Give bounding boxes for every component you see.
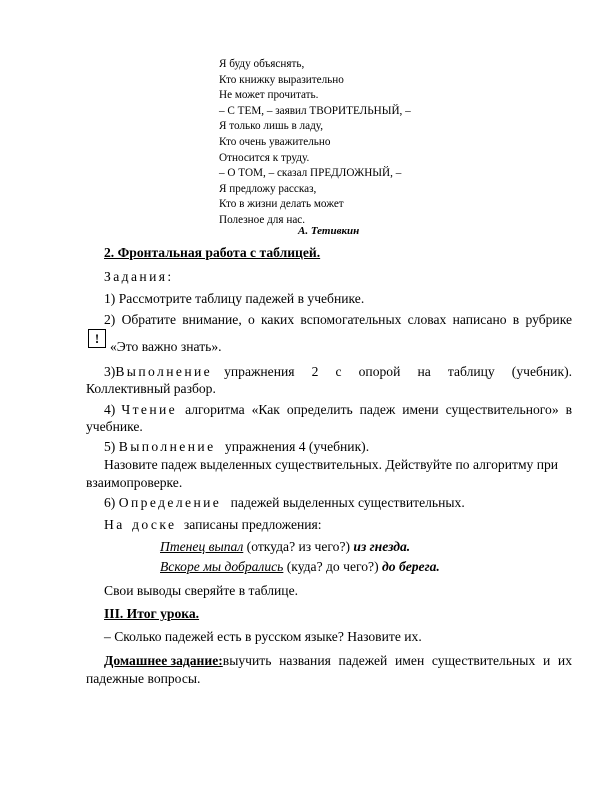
task-6-keyword: Определение xyxy=(118,495,222,510)
task-1: 1) Рассмотрите таблицу падежей в учебнике. xyxy=(104,291,365,306)
sentence-1-subject: Птенец выпал xyxy=(160,539,244,554)
board-word-1: На xyxy=(104,517,125,532)
homework-label: Домашнее задание: xyxy=(104,653,223,668)
section2-heading: 2. Фронтальная работа с таблицей. xyxy=(104,245,321,260)
poem-line: Я только лишь в ладу, xyxy=(219,120,324,133)
task-5-line-3: взаимопроверке. xyxy=(86,475,183,490)
task-6-text: падежей выделенных существительных. xyxy=(230,495,465,510)
homework-line-2: падежные вопросы. xyxy=(86,671,201,686)
homework-line-1 xyxy=(104,652,572,670)
lesson-question: – Сколько падежей есть в русском языке? Назовите их. xyxy=(104,629,422,644)
important-box-icon: ! xyxy=(88,329,106,348)
example-sentence-2 xyxy=(160,558,440,576)
poem-line: – О ТОМ, – сказал ПРЕДЛОЖНЫЙ, – xyxy=(219,167,402,180)
task-5-line-2: Назовите падеж выделенных существительных. Действуйте по алгоритму при xyxy=(104,457,559,472)
task-4-line-2: учебнике. xyxy=(86,419,143,434)
poem-line: Я буду объяснять, xyxy=(219,58,305,70)
task-4-keyword: Чтение xyxy=(121,402,178,417)
tasks-label: Задания: xyxy=(104,269,174,284)
task-4-line-1 xyxy=(104,401,572,419)
task-6 xyxy=(104,494,465,512)
poem-line: Относится к труду. xyxy=(219,151,310,164)
task-5-keyword: Выполнение xyxy=(118,439,216,454)
check-table-text: Свои выводы сверяйте в таблице. xyxy=(104,583,298,598)
task-2-line-1: 2) Обратите внимание, о каких вспомогательных словах написано в рубрике xyxy=(104,312,572,327)
homework-text: выучить названия падежей имен существительных и их xyxy=(222,653,572,668)
poem-line: – С ТЕМ, – заявил ТВОРИТЕЛЬНЫЙ, – xyxy=(219,104,411,117)
poem-line: Кто в жизни делать может xyxy=(219,198,344,211)
poem-line: Кто книжку выразительно xyxy=(219,73,344,86)
example-sentence-1 xyxy=(160,538,410,556)
task-3-line-1 xyxy=(104,363,572,381)
task-3-line-2: Коллективный разбор. xyxy=(86,381,216,396)
task-5-text: упражнения 4 (учебник). xyxy=(224,439,370,454)
poem-line: Кто очень уважительно xyxy=(219,135,331,148)
task-5-number: 5) xyxy=(104,439,116,454)
poem-line: Полезное для нас. xyxy=(219,213,306,226)
task-4-text: алгоритма «Как определить падеж имени существительного» в xyxy=(185,402,572,417)
sentence-2-answer: до берега. xyxy=(382,559,440,574)
sentence-1-question: (откуда? из чего?) xyxy=(243,539,354,554)
task-4-number: 4) xyxy=(104,402,116,417)
board-text: записаны предложения: xyxy=(183,517,322,532)
poem-line: Не может прочитать. xyxy=(219,89,319,102)
poem xyxy=(219,57,411,229)
sentence-2-question: (куда? до чего?) xyxy=(283,559,382,574)
task-3-keyword: Выполнение xyxy=(115,364,213,379)
section3-heading: III. Итог урока. xyxy=(104,606,200,621)
board-line xyxy=(104,516,322,534)
sentence-1-answer: из гнезда. xyxy=(353,539,411,554)
poem-line: Я предложу рассказ, xyxy=(219,182,317,195)
task-5-line-1 xyxy=(104,438,369,456)
task-3-text: упражнения 2 с опорой на таблицу (учебник). xyxy=(224,364,572,379)
poem-author: А. Тетивкин xyxy=(298,225,360,237)
task-2-line-2: «Это важно знать». xyxy=(110,339,222,354)
board-word-2: доске xyxy=(132,517,177,532)
sentence-2-subject: Вскоре мы добрались xyxy=(160,559,284,574)
task-6-number: 6) xyxy=(104,495,116,510)
task-3-number: 3) xyxy=(104,364,116,379)
